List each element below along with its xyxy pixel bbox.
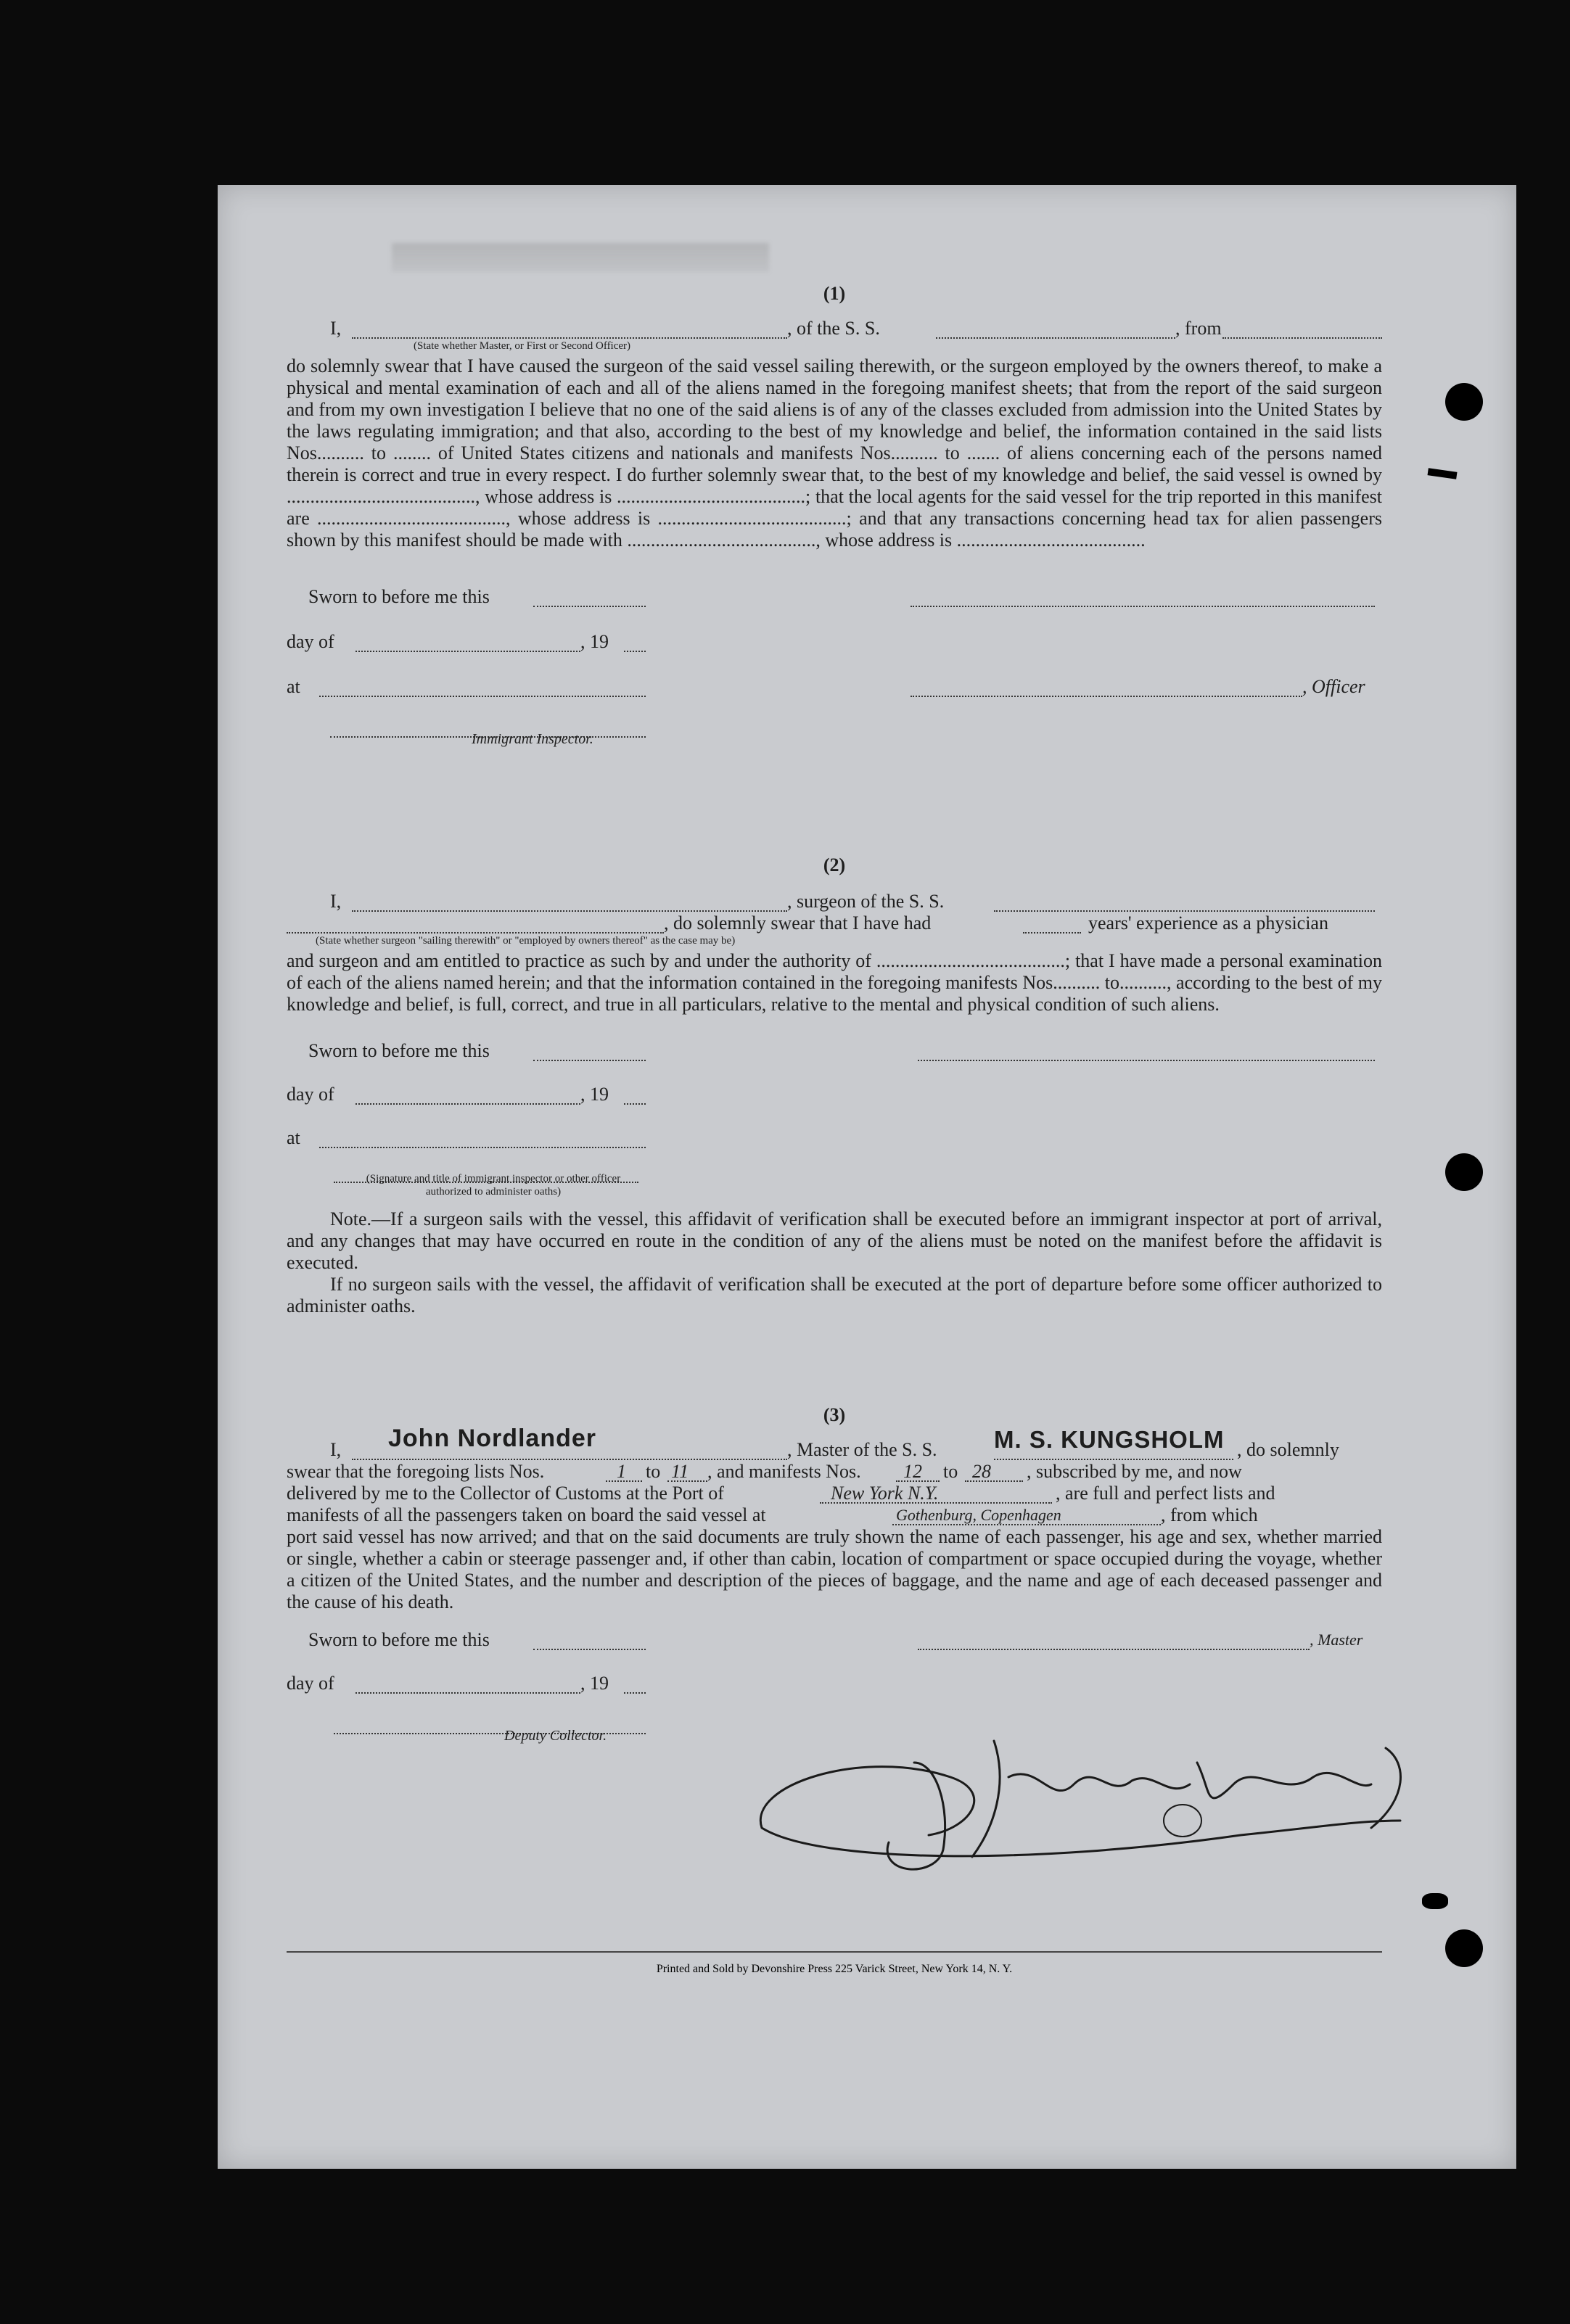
s1-inspector-label: Immigrant Inspector. <box>472 731 593 747</box>
master-signature-icon <box>733 1719 1429 1886</box>
document-body <box>287 283 1382 1742</box>
s1-at-row <box>287 676 1382 698</box>
s3-third-line <box>287 1483 1382 1504</box>
s1-i-label: I, <box>330 318 342 339</box>
s2-surgeon-label: , surgeon of the S. S. <box>787 891 945 912</box>
s1-from-label: , from <box>1175 318 1222 339</box>
s3-to-label-2: to <box>943 1461 958 1482</box>
s3-ship-name[interactable]: M. S. KUNGSHOLM <box>994 1426 1225 1453</box>
section-1-number: (1) <box>823 283 846 304</box>
punch-hole-top <box>1445 383 1483 421</box>
s3-year-field[interactable] <box>624 1676 646 1694</box>
s3-sworn-date-field[interactable] <box>533 1632 646 1650</box>
s3-sworn-label: Sworn to before me this <box>308 1629 490 1650</box>
s3-manifests-label: , and manifests Nos. <box>707 1461 861 1482</box>
s2-surgeon-type-field[interactable] <box>287 915 664 934</box>
s1-sworn-date-field[interactable] <box>533 589 646 607</box>
s2-day-row <box>287 1084 1382 1105</box>
s3-first-line <box>287 1425 1382 1461</box>
s3-lists-from[interactable]: 1 <box>617 1461 626 1482</box>
s2-surgeon-name-field[interactable] <box>352 894 787 912</box>
punch-hole-middle <box>1445 1153 1483 1191</box>
s1-officer-field[interactable] <box>352 321 787 339</box>
s2-year-field[interactable] <box>624 1087 646 1105</box>
s3-lists-label: swear that the foregoing lists Nos. <box>287 1461 545 1482</box>
s2-oath-text: and surgeon and am entitled to practice as such by and under the authority of ........................................; that I have made a personal examination of each of the aliens named herein; and that the information contained in the foregoing manifests Nos.......... to.........., according to the best of my knowledge and belief, is full, correct, and true in all particulars, relative to the mental and physical condition of such aliens. <box>287 950 1382 1015</box>
s1-day-of-label: day of <box>287 631 334 652</box>
s2-first-line <box>287 891 1382 912</box>
s2-ship-field[interactable] <box>994 894 1375 912</box>
s2-inspector-row <box>287 1169 1382 1198</box>
s3-collector-label: Deputy Collector. <box>504 1728 607 1744</box>
s3-day-row <box>287 1673 1382 1694</box>
s1-at-label: at <box>287 676 300 697</box>
s2-at-label: at <box>287 1127 300 1148</box>
s2-at-field[interactable] <box>319 1130 646 1148</box>
s2-surgeon-caption: (State whether surgeon "sailing therewith" or "employed by owners thereof" as the case may be) <box>316 935 736 947</box>
s1-year-label: , 19 <box>580 631 609 652</box>
punch-hole-bottom <box>1445 1929 1483 1967</box>
s2-note: Note.—If a surgeon sails with the vessel, this affidavit of verification shall be executed before an immigrant inspector at port of arrival, and any changes that may have occurred en route in the condition of any of the aliens must be noted on the manifest before the affidavit is executed. <box>287 1208 1382 1273</box>
s2-at-row <box>287 1127 1382 1149</box>
s2-inspector-caption: (Signature and title of immigrant inspector or other officer authorized to administer oaths) <box>366 1173 621 1198</box>
ink-mark <box>1422 1893 1448 1909</box>
s2-signature-field[interactable] <box>918 1043 1375 1061</box>
s3-oath-text: port said vessel has now arrived; and that on the said documents are truly shown the name of each passenger, his age and sex, whether married or single, whether a cabin or steerage passenger and, if other than cabin, location of compartment or space occupied during the voyage, whether a citizen of the United States, and the number and description of the pieces of baggage, and the name and age of each deceased passenger and the cause of his death. <box>287 1526 1382 1612</box>
s2-note-no-surgeon: If no surgeon sails with the vessel, the affidavit of verification shall be executed at the port of departure before some officer authorized to administer oaths. <box>287 1274 1382 1316</box>
s1-inspector-row <box>287 724 1382 746</box>
faded-header-bleedthrough <box>392 243 769 272</box>
s3-sworn-row <box>287 1629 1382 1651</box>
s1-day-row <box>287 631 1382 653</box>
s1-sworn-label: Sworn to before me this <box>308 586 490 607</box>
s3-i-label: I, <box>330 1439 342 1460</box>
s3-from-which-label: , from which <box>1161 1504 1258 1525</box>
s3-lists-to[interactable]: 11 <box>671 1461 689 1482</box>
s2-sworn-row <box>287 1040 1382 1062</box>
s1-officer-sign-field[interactable] <box>911 679 1302 697</box>
s1-signature-field[interactable] <box>911 589 1375 607</box>
s2-year-label: , 19 <box>580 1084 609 1105</box>
s1-year-field[interactable] <box>624 634 646 652</box>
s1-officer-label: , Officer <box>1302 676 1365 697</box>
s1-sworn-row <box>287 586 1382 608</box>
s1-ship-field[interactable] <box>936 321 1175 339</box>
s1-from-field[interactable] <box>1222 321 1382 339</box>
s3-port-label: delivered by me to the Collector of Customs at the Port of <box>287 1483 724 1504</box>
s1-at-field[interactable] <box>319 679 646 697</box>
s2-swear-label: , do solemnly swear that I have had <box>664 912 932 934</box>
s1-officer-caption: (State whether Master, or First or Second Officer) <box>414 340 631 352</box>
s2-i-label: I, <box>330 891 342 912</box>
s3-port[interactable]: New York N.Y. <box>831 1483 939 1504</box>
s3-master-label: , Master <box>1310 1631 1363 1649</box>
s3-man-to[interactable]: 28 <box>972 1461 991 1482</box>
s1-of-ss-label: , of the S. S. <box>787 318 880 339</box>
s3-day-field[interactable] <box>355 1676 580 1694</box>
s2-sworn-label: Sworn to before me this <box>308 1040 490 1061</box>
s2-sworn-date-field[interactable] <box>533 1043 646 1061</box>
s3-day-of-label: day of <box>287 1673 334 1694</box>
section-1-first-line <box>287 318 1382 339</box>
s1-oath-text: do solemnly swear that I have caused the surgeon of the said vessel sailing therewith, or the surgeon employed by the owners thereof, to make a physical and mental examination of each and all of the aliens named in the foregoing manifest sheets; that from the report of the said surgeon and from my own investigation I believe that no one of the said aliens is of any of the classes excluded from admission into the United States by the laws regulating immigration; and that also, according to the best of my knowledge and belief, the information contained in the said lists Nos.......... to ........ of United States citizens and nationals and manifests Nos.......... to ....... of aliens concerning each of the persons named therein is correct and true in every respect. I do further solemnly swear that, to the best of my knowledge and belief, the said vessel is owned by ........................................, whose address is ........................................; that the local agents for the said vessel for the trip reported in this manifest are ........................................, whose address is ........................................; and that any transactions concerning head tax for alien passengers shown by this manifest should be made with ........................................, whose address is ........................................ <box>287 355 1382 551</box>
s3-departure[interactable]: Gothenburg, Copenhagen <box>896 1506 1061 1524</box>
s3-master-sign-line <box>918 1632 1310 1650</box>
s3-to-label: to <box>646 1461 661 1482</box>
printer-footer: Printed and Sold by Devonshire Press 225 Varick Street, New York 14, N. Y. <box>287 1951 1382 1976</box>
s2-experience-label: years' experience as a physician <box>1088 912 1328 934</box>
s3-master-name[interactable]: John Nordlander <box>388 1425 597 1452</box>
s3-year-label: , 19 <box>580 1673 609 1694</box>
s3-fourth-line <box>287 1504 1382 1526</box>
s2-second-line <box>287 912 1382 934</box>
s2-day-field[interactable] <box>355 1087 580 1105</box>
s3-solemnly-label: , do solemnly <box>1237 1439 1339 1460</box>
s3-departure-label: manifests of all the passengers taken on board the said vessel at <box>287 1504 766 1525</box>
s2-day-of-label: day of <box>287 1084 334 1105</box>
s3-subscribed-label: , subscribed by me, and now <box>1027 1461 1242 1482</box>
section-3-number: (3) <box>823 1404 846 1425</box>
section-2-number: (2) <box>823 854 846 875</box>
s3-man-from[interactable]: 12 <box>903 1461 922 1482</box>
s3-full-label: , are full and perfect lists and <box>1056 1483 1275 1504</box>
s1-day-field[interactable] <box>355 634 580 652</box>
s2-years-field[interactable] <box>1023 915 1081 934</box>
s3-second-line <box>287 1461 1382 1483</box>
s3-master-of-label: , Master of the S. S. <box>787 1439 937 1460</box>
